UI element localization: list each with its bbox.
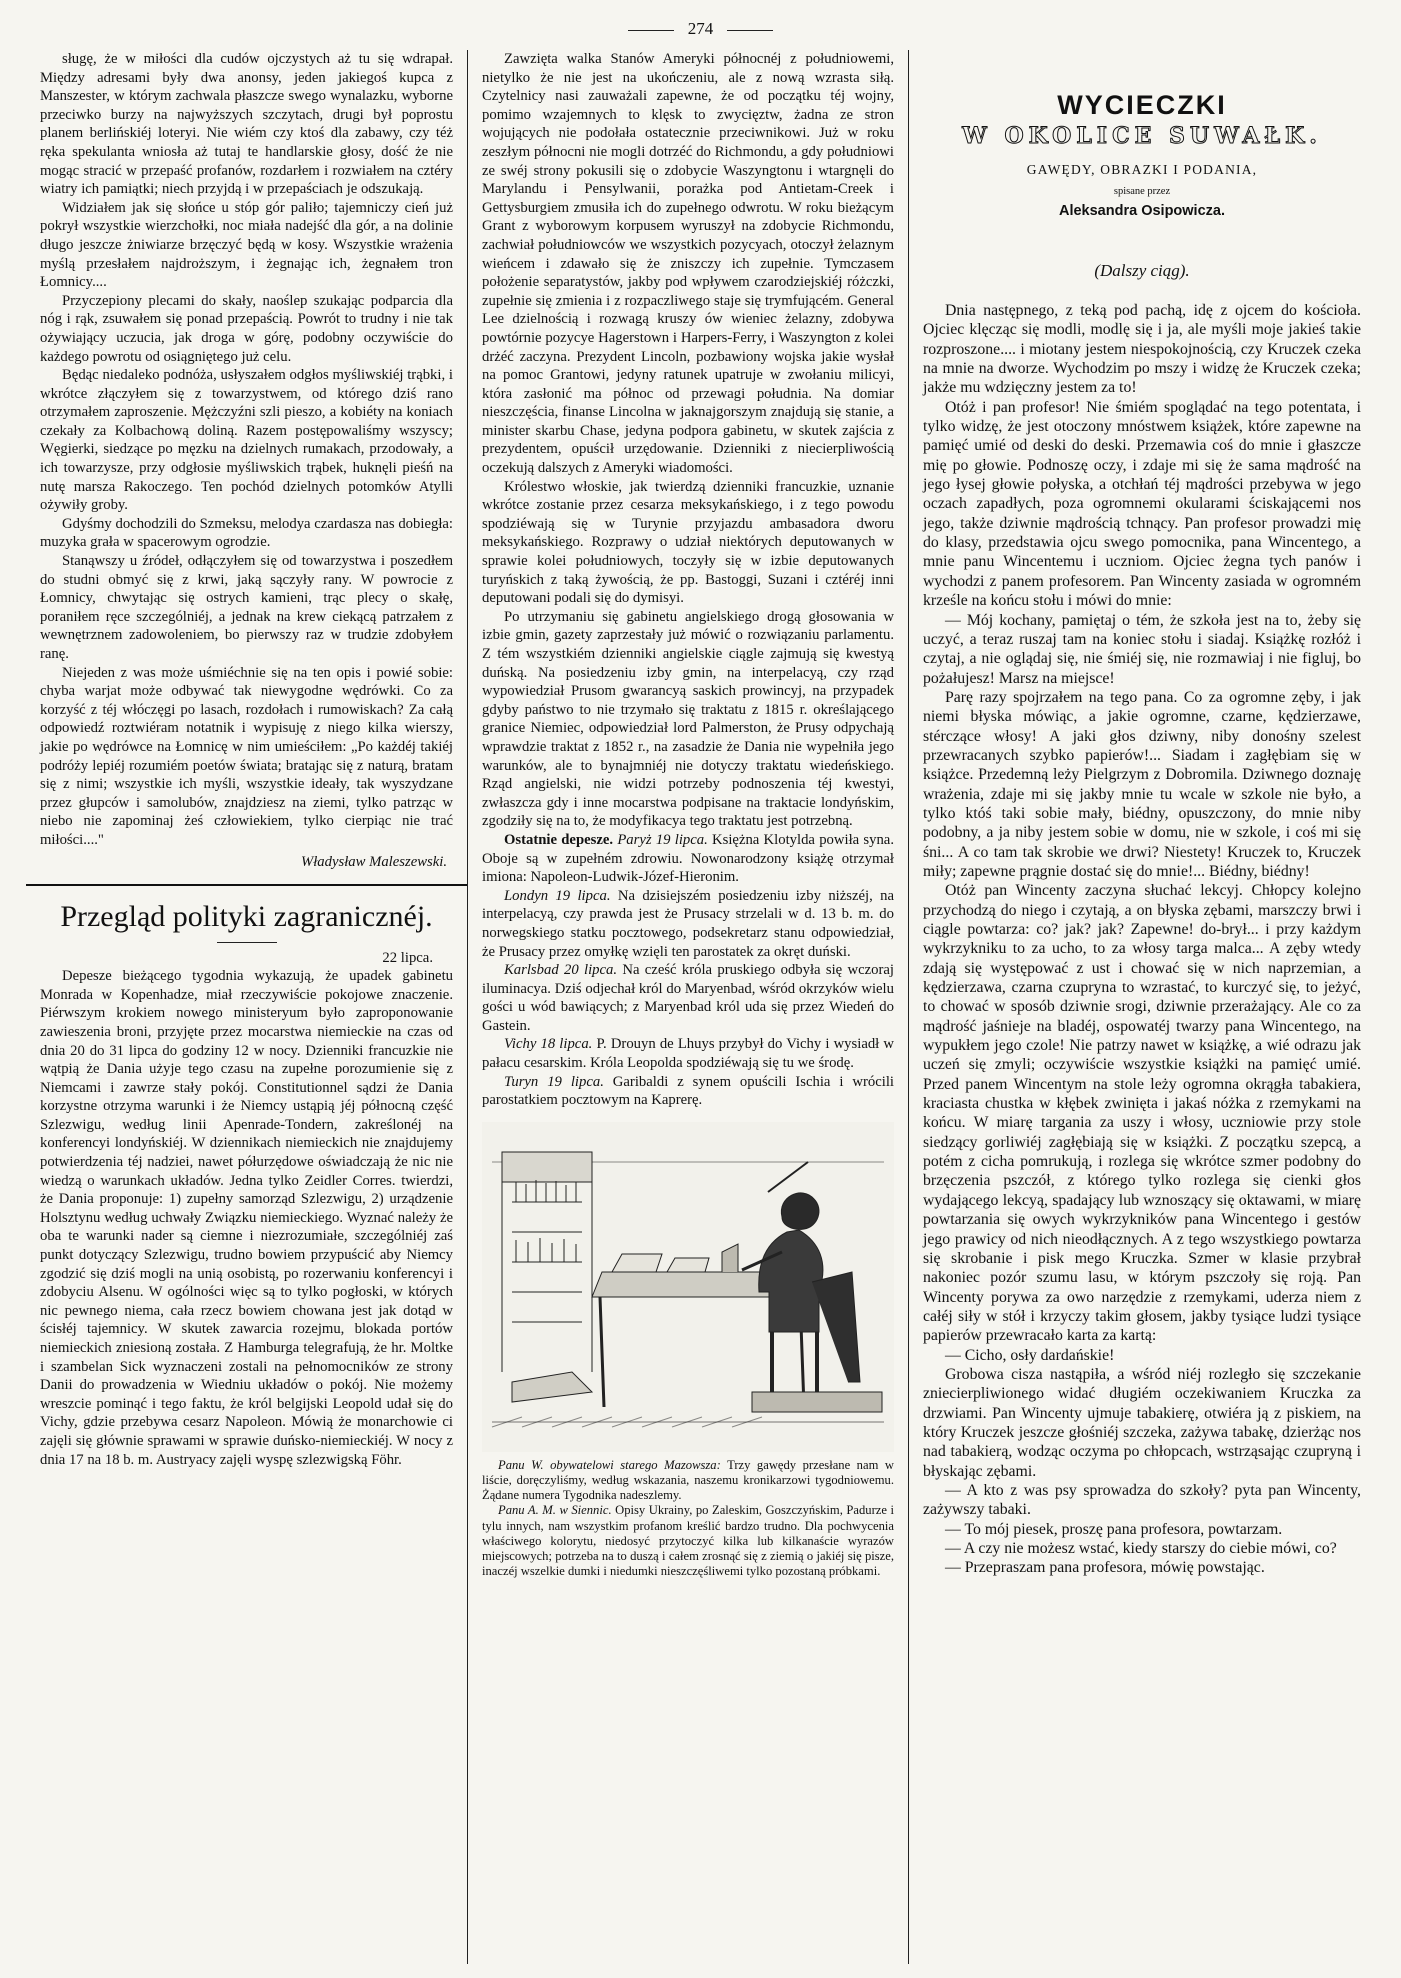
page-number: 274	[687, 19, 714, 38]
paragraph: sługę, że w miłości dla cudów ojczystych aż tu się wdrapał. Między adresami były dwa anonsy, jeden jakiegoś kupca z Manszester, w którym zachwala płaszcze swego wynalazku, wyborne przeciwko burzy na najwyższych szczytach, drugi był poprostu planem berlińskiéj loteryi. Nie wiém czy ktoś dla zabawy, czy téż ręka spekulanta wniosła aż tutaj te handlarskie głosy, dość że nie mogąc stracić w przepaść profanów, rozdarłem i rozwiałem na cztéry wiatry ich pamiątki; niech przyjdą i w przepaściach je odszukają.	[40, 51, 453, 198]
columns	[26, 50, 1375, 1964]
dispatch-place: Paryż 19 lipca.	[617, 831, 708, 848]
editorial-correspondence	[482, 1458, 894, 1580]
paragraph: — Cicho, osły dardańskie!	[945, 1346, 1115, 1364]
section-title: Przegląd polityki zagranicznéj.	[60, 899, 433, 933]
paragraph: Grobowa cisza nastąpiła, a wśród niéj rozległo się szczekanie zniecierpliwionego widać długiém oczekiwaniem Kruczka za drzwiami. Pan Wincenty ujmuje tabakierę, otwiéra ją z piskiem, na który Kruczek jeszcze głośniéj szczeka, zażywa tabakę, dzierżąc nos nad tabakierą, wodząc oczyma po chłopcach, wstrząsając czupryną i błyskając zębami.	[923, 1365, 1361, 1480]
paragraph: — Mój kochany, pamiętaj o tém, że szkoła jest na to, żeby się uczyć, a teraz ruszaj tam na koniec stołu i siadaj. Książkę rozłóż i czytaj, a nie oglądaj się, nie śmiéj się, nie rozmawiaj i nie figluj, bo pożałujesz! Marsz na miejsce!	[923, 611, 1361, 687]
dispatch-text: P. Drouyn de Lhuys przybył do Vichy i wysiadł w pałacu cesarskim. Króla Leopolda spodziéwają się tu we środę.	[482, 1036, 895, 1072]
dispatch-item	[482, 961, 894, 1035]
story-heading	[923, 88, 1361, 219]
story-subtitle: W OKOLICE SUWAŁK.	[962, 123, 1322, 149]
paragraph: Otóż i pan profesor! Nie śmiém spoglądać na tego potentata, i tylko widzę, że jest otoczony mnóstwem książek, które zapewne na pamięć umié od deski do deski. Przemawia coś do mnie i głaszcze mię po głowie. Podnoszę oczy, i zdaje mi się że sama mądrość na jego łysej głowie połyska, a otchłań téj mądrości przebywa w jego oczach zapadłych, poza ogromnemi okularami ściskającemi nos jego, także dziwnie mądrością tchnący. Pan profesor prowadzi mię do klasy, przedstawia ojcu swego pomocnika, pana Wincentego, a mnie panu Wincentemu i uczniom. Ojciec żegna tych panów i wychodzi z panem profesorem. Pan Wincenty zasiada w ogromném krześle na końcu stołu i mówi do mnie:	[923, 398, 1361, 610]
paragraph: Stanąwszy u źródeł, odłączyłem się od towarzystwa i poszedłem do studni obmyć się z krwi, jaką sączyły rany. W powrocie z Łomnicy, chwytając się ostrych kamieni, trąc plecy o skałę, poraniłem ręce szczególniéj, a jednak na krew ciekącą patrzałem z wewnętrznem zadowoleniem, bo pierwszy raz w trudzie zdobyłem ranę.	[40, 553, 453, 662]
paragraph: Królestwo włoskie, jak twierdzą dzienniki francuzkie, uznanie wkrótce zostanie przez cesarza meksykańskiego, i z tego powodu spodziéwają się w Turynie przyjazdu ambasadora dworu meksykańskiego. Rozprawy o udział niektórych deputowanych w sprawie kolei południowych, toczyły się w izbie deputowanych turyńskich z taką żywością, że pp. Bastoggi, Suzani i cztéréj inni deputowani podali się do dymisyi.	[482, 478, 894, 607]
scholar-at-desk-illustration	[482, 1122, 894, 1452]
dispatch-text: Na cześć króla pruskiego odbyła się wczoraj iluminacya. Dziś odjechał król do Maryenbad, wśród okrzyków wielu gości u wód bawiących; z Maryenbad król uda się przez Wiedeń do Gastein.	[482, 962, 894, 1034]
dispatch-item	[482, 1035, 894, 1072]
dispatch-place: Londyn 19 lipca.	[504, 887, 611, 904]
dispatch-text: Księżna Klotylda powiła syna. Oboje są w zupełném zdrowiu. Nowonarodzony książę otrzymał imiona: Napoleon-Ludwik-Józef-Hieronim.	[482, 831, 894, 886]
paragraph: Zawzięta walka Stanów Ameryki północnéj z południowemi, nietylko że nie jest na ukończeniu, ale z nową wzrasta siłą. Czytelnicy nasi zauważali zapewne, że od początku téj wojny, pomimo wzajemnych to klęsk to zwycięztw, żadna ze stron wojujących nie podołała ostatecznie przeciwnikowi. Już w roku zeszłym północni nie mogli dotrzéć do Richmondu, a gdy południowi ze swéj strony pokusili się o zdobycie Waszyngtonu i wtargnęli do Marylandu i Pensylwanii, porażka pod Antietam-Creek i Gettysburgiem zmusiła ich do zupełnego odwrotu. W roku bieżącym Grant z wyborowym korpusem wyruszył na zdobycie Richmondu, zachwiał południowców we wszystkich pozycyach, otoczył żelaznym wieńcem i zdawało się że zniszczy ich zupełnie. Tymczasem położenie separatystów, jakby pod wpływem czarodziejskiéj różczki, zupełnie się zmienia i z rozpaczliwego staje się trymfującém. General Lee dzielnością i rozwagą kruszy ów wieniec żelazny, zdobywa powtórnie pozycye Hagerstown i Harpers-Ferry, i Waszyngton z kolei drżéć zaczyna. Prezydent Lincoln, pozbawiony wojska jakie wysłał na pomoc Grantowi, jedyny ratunek upatruje w zwołaniu milicyi, która zasłonić ma północ od przewagi południa. Na domiar nieszczęścia, finanse Lincolna w jaknajgorszym znajdują się stanie, a minister skarbu Chase, jedyna podpora gabinetu, w skutek zajścia z prezydentem, opuścił urzędowanie. Dzienniki z niecierpliwością oczekują dalszych z Ameryki wiadomości.	[482, 51, 894, 477]
paragraph: Dnia następnego, z teką pod pachą, idę z ojcem do kościoła. Ojciec klęcząc się modli, modlę się i ja, ale myśli moje jakieś takie rozproszone.... i miotany jestem niespokojnością, czy Kruczek czeka na mnie na dworze. Wychodzim po mszy i widzę że Kruczek czeka; jakże mu wdzięczny jestem za to!	[923, 302, 1361, 397]
note-text: Opisy Ukrainy, po Zaleskim, Goszczyńskim, Padurze i tylu innych, nam wszystkim profanom kreślić bardzo trudno. Dla pochwycenia właściwego kolorytu, niedosyć przytoczyć kilka lub kilkanaście wyrazów miejscowych; potrzeba na to duszą i całem zrosnąć się z ziemią o jakiéj się pisze, inaczéj wszelkie dumki i niedumki nieszczęśliwemi tylko pozostaną próbkami.	[482, 1503, 894, 1579]
correspondence-note	[482, 1503, 894, 1579]
column-1	[26, 50, 467, 1964]
engraving-illustration	[482, 1122, 894, 1452]
column-3	[908, 50, 1375, 1964]
paragraph: — Przepraszam pana profesora, mówię powstając.	[945, 1559, 1265, 1577]
addressee: Panu A. M. w Siennic.	[498, 1503, 612, 1518]
story-title: WYCIECZKI	[1057, 90, 1227, 120]
continued-note: (Dalszy ciąg).	[1094, 261, 1190, 280]
paragraph: Otóż pan Wincenty zaczyna słuchać lekcyj. Chłopcy kolejno przychodzą do niego i czytają, a on błyska zębami, marszczy brwi i ciągle powtarza: co? jak? jak? Zapewne! do-brył... i przy każdym wykrzykniku to za ucho, to za włosy targa malca... A zęby wtedy zdają się występować z ust i chować się w nich naprzemian, a kędzierzawa, czarna czupryna to wzrastać, to kurczyć się, to jeżyć, to chować w sposób dziwnie srogi, dziwnie przerażający. Ale co za mądrość jaśnieje na bladéj, ospowatéj twarzy pana Wincentego, na wypukłem jego czole! Nie patrzy nawet w książkę, a wié odrazu jak uczeń się zmyli; oczywiście wszystkie książki na pamięć umié. Przed panem Wincentym na stole leży ogromna okrągła tabakiera, kraciasta chustka w kłębek zwinięta i jakaś nóżka z rzemykami na końcu. W miarę targania za uszy i włosy, uczniowie przy stole siedzący gorliwiéj zagłębiają się w książki. Z początku szepcą, a potém z cicha pomrukują, i rozlega się wkrótce szmer podobny do brzęczenia pszczół, z którego tylko rozlega się cienki głos wydającego lekcyą, spadający lub wznoszący się oktawami, w miarę powtarzania się owych wykrzykników pana Wincentego i gestów jego prawicy od nich nieodłącznych. A z tego wszystkiego powtarza się skrobanie i pisk mego Kruczka. Szmer w klasie przybrał nakoniec pozór szumu lasu, w którym pszczoły się roją. Pan Wincenty porywa za owo narzędzie z rzemykami, uderza niem z całéj siły w stół i krzyczy takim głosem, jakby tysiące ludzi tysiące papierów przewracało karta za kartą:	[923, 882, 1361, 1345]
paragraph: Przyczepiony plecami do skały, naoślep szukając podparcia dla nóg i rąk, zsuwałem się ponad przepaścią. Powrót to trudny i nie tak ożywiający uczucia, jak droga w górę, podobny oczywiście do każdego powrotu od osiągniętego już celu.	[40, 292, 453, 365]
dispatch-heading: Ostatnie depesze.	[504, 831, 614, 848]
paragraph: — A kto z was psy sprowadza do szkoły? pyta pan Wincenty, zażywszy tabaki.	[923, 1481, 1361, 1519]
paragraph: — To mój piesek, proszę pana profesora, powtarzam.	[945, 1520, 1283, 1538]
dispatch-item	[482, 887, 894, 961]
paragraph: Depesze bieżącego tygodnia wykazują, że upadek gabinetu Monrada w Kopenhadze, miał rzeczywiście pokojowe znaczenie. Piérwszym krokiem nowego ministeryum było zaproponowanie zawieszenia broni, przyjęte przez mocarstwa niemieckie na czas od dnia 20 do 31 lipca do godziny 12 w nocy. Dzienniki francuzkie nie wątpią że Dania użyje tego czasu na zupełne porozumienie się z Niemcami i zawrze stały pokój. Constitutionnel sądzi że Dania korzystne otrzyma warunki i że Niemcy ustąpią jéj północną część Szlezwigu, według linii Apenrade-Tondern, zakreślonéj na konferencyi londyńskiéj. W dziennikach niemieckich nie znajdujemy potwierdzenia téj nadziei, nawet półurzędowe oświadczają że nic nie wiedzą o warunkach układów. Jedna tylko Zeidler Corres. twierdzi, że Dania proponuje: 1) zupełny samorząd Szlezwigu, 2) urządzenie Holsztynu według uchwały Związku niemieckiego. Wyznać należy że oba te warunki nader są ciemne i niezrozumiałe, szczególniéj zaś punkt dotyczący Szlezwigu, trudno bowiem przypuścić aby Niemcy zgodzić się dziś mogli na unią osobistą, po rozerwaniu konferencyi i zdobyciu Alsenu. W ogólności więc są to tylko pogłoski, w których nic pewnego niema, cała rzecz bowiem chowana jest jak dotąd w ścisłéj tajemnicy. W skutek zawarcia rozejmu, blokada portów niemieckich zniesioną została. Z Hamburga telegrafują, że hr. Moltke i szambelan Sick wyznaczeni zostali na pełnomocników ze strony Danii do prowadzenia w Wiedniu układów o pokój. Nie możemy wreszcie pominąć i tego faktu, że król belgijski Leopold udał się do Vichy, gdzie przebywa cesarz Napoleon. Mówią że monarchowie ci zajęli się głównie sprawami w sprawie duńsko-niemieckiéj. W nocy z dnia 17 na 18 b. m. Austryacy zajęli wyspę szlezwigską Föhr.	[40, 968, 453, 1468]
byline-label: spisane przez	[1113, 186, 1171, 197]
section-divider	[26, 884, 467, 886]
story-genre: GAWĘDY, OBRAZKI I PODANIA,	[1026, 162, 1258, 177]
addressee: Panu W. obywatelowi starego Mazowsza:	[498, 1457, 721, 1472]
title-underline	[217, 942, 277, 943]
dispatch-item	[482, 1073, 894, 1110]
paragraph: Parę razy spojrzałem na tego pana. Co za ogromne zęby, i jak niemi błyska mówiąc, a jakie ogromne, czarne, kędzierzawe, stérczące włosy! A jaki głos dziwny, niby donośny szelest przewracanych szybko papierów!... Siadam i zagłębiam się w książce. Przedemną leży Pielgrzym z Dobromila. Dziwnego doznaję wrażenia, zdaje mi się jakby mnie tu wcale w szkole nie było, a tylko któś taki sobie mały, biédny, opuszczony, do mnie niby podobny, a ja niby jestem sobie w domu, nie w szkole, i coś mi się śni... A co tam tak skrobie we drwi? Niestety! Kruczek to, Kruczek miły; zapewne prągnie dostać się do mnie!... Biédny, biédny!	[923, 688, 1361, 880]
dispatch-place: Turyn 19 lipca.	[504, 1073, 604, 1090]
dispatch-text: Garibaldi z synem opuścili Ischia i wrócili parostatkiem pocztowym na Kaprerę.	[482, 1073, 894, 1109]
header-rule-left	[628, 30, 674, 31]
author-name: Aleksandra Osipowicza.	[1058, 203, 1225, 219]
paragraph: — A czy nie możesz wstać, kiedy starszy do ciebie mówi, co?	[945, 1540, 1337, 1557]
note-text: Trzy gawędy przesłane nam w liście, doręczyliśmy, według wskazania, naszemu kronikarzowi tygodniowemu. Żądane numera Tygodnika nadeszlemy.	[482, 1457, 894, 1503]
paragraph: Będąc niedaleko podnóża, usłyszałem odgłos myśliwskiéj trąbki, i wkrótce złączyłem się z towarzystwem, od którego dziś rano otrzymałem zaproszenie. Mężczyźni szli pieszo, a kobiéty na koniach czekały za Kolbachową doliną. Razem postępowaliśmy wszyscy; Węgierki, siedzące po męzku na dzielnych rumakach, przodowały, a ich towarzysze, przy odgłosie myśliwskich trąbek, huknęli pieśń na nutę marsza Rakoczego. Ten pochód dzielnych potomków Atylli ożywiły groby.	[40, 367, 453, 514]
travel-essay-ending	[40, 50, 453, 872]
header-rule-right	[727, 30, 773, 31]
paragraph: Po utrzymaniu się gabinetu angielskiego drogą głosowania w izbie gmin, gazety zaprzestały już mówić o rozwiązaniu parlamentu. Z tém wszystkiém dzienniki angielskie ciągle zajmują się kwestyą duńską. Na posiedzeniu izby gmin, na interpelacyą, czy rząd wypowiedział Prusom gwarancyą saskich prowincyj, na przypadek gdyby państwo to nie trzymało się traktatu z 1815 r. określającego granice Niemiec, odpowiedział lord Palmerston, że Prusy odpychają wprawdzie traktat z 1852 r., na zasadzie że Dania nie wypełniła jego warunków, ale to bynajmniéj nie dotyczy traktatu wiedeńskiego. Rząd angielski, nie widzi potrzeby podnoszenia téj kwestyi, zwłaszcza gdy i inne mocarstwa podpisane na traktacie londyńskim, zgodziły się na to, że modyfikacya tego traktatu jest potrzebną.	[482, 608, 894, 830]
paragraph: Widziałem jak się słońce u stóp gór paliło; tajemniczy cień już pokrył wszystkie wierzchołki, noc miała nadejść dla gór, a na dolinie długo jeszcze żniwiarze brzęczyć będą w kosy. Wszystkie wrażenia myślą przesłałem najdroższym, i żegnając ich, żegnałem tron Łomnicy....	[40, 199, 453, 291]
dateline: 22 lipca.	[382, 949, 433, 966]
dispatch-place: Vichy 18 lipca.	[504, 1036, 593, 1053]
dispatch-item	[482, 831, 894, 887]
correspondence-note	[482, 1458, 894, 1504]
author-signature: Władysław Maleszewski.	[300, 853, 447, 870]
page-number-header	[26, 14, 1375, 44]
column-2	[467, 50, 908, 1964]
paragraph: Gdyśmy dochodzili do Szmeksu, melodya czardasza nas dobiegła: muzyka grała w spacerowym ogrodzie.	[40, 515, 453, 551]
dispatch-text: Na dzisiejszém posiedzeniu izby niższéj, na interpelacyą, czy prawda jest że Prusacy strzelali w d. 13 b. m. do norwegskiego statku pocztowego, podsekretarz stanu odpowiedział, że Prusacy przez omyłkę wzięli ten parostatek za okręt duński.	[482, 887, 894, 960]
paragraph: Niejeden z was może uśmiéchnie się na ten opis i powié sobie: chyba warjat może odbywać tak niewygodne wędrówki. Co za korzyść z téj włóczęgi po lasach, rozdołach i rumowiskach? Za całą odpowiedź roztwiéram notatnik i wypisuję z niego kilka wierszy, jakie po wędrówce na Łomnicę w nim umieściłem: „Po każdéj takiéj podróży lepiéj rozumiém poetów świata; bratając się z naturą, bratam się z nimi; wszystkie ich myśli, wszystkie ideały, tak wyszydzane przez głupców i samolubów, znajdziesz na ziemi, tylko patrząc w niebo nie zapominaj żeś człowiekiem, tylko cierpiąc nie trać miłości...."	[40, 664, 453, 848]
dispatch-place: Karlsbad 20 lipca.	[504, 962, 618, 979]
